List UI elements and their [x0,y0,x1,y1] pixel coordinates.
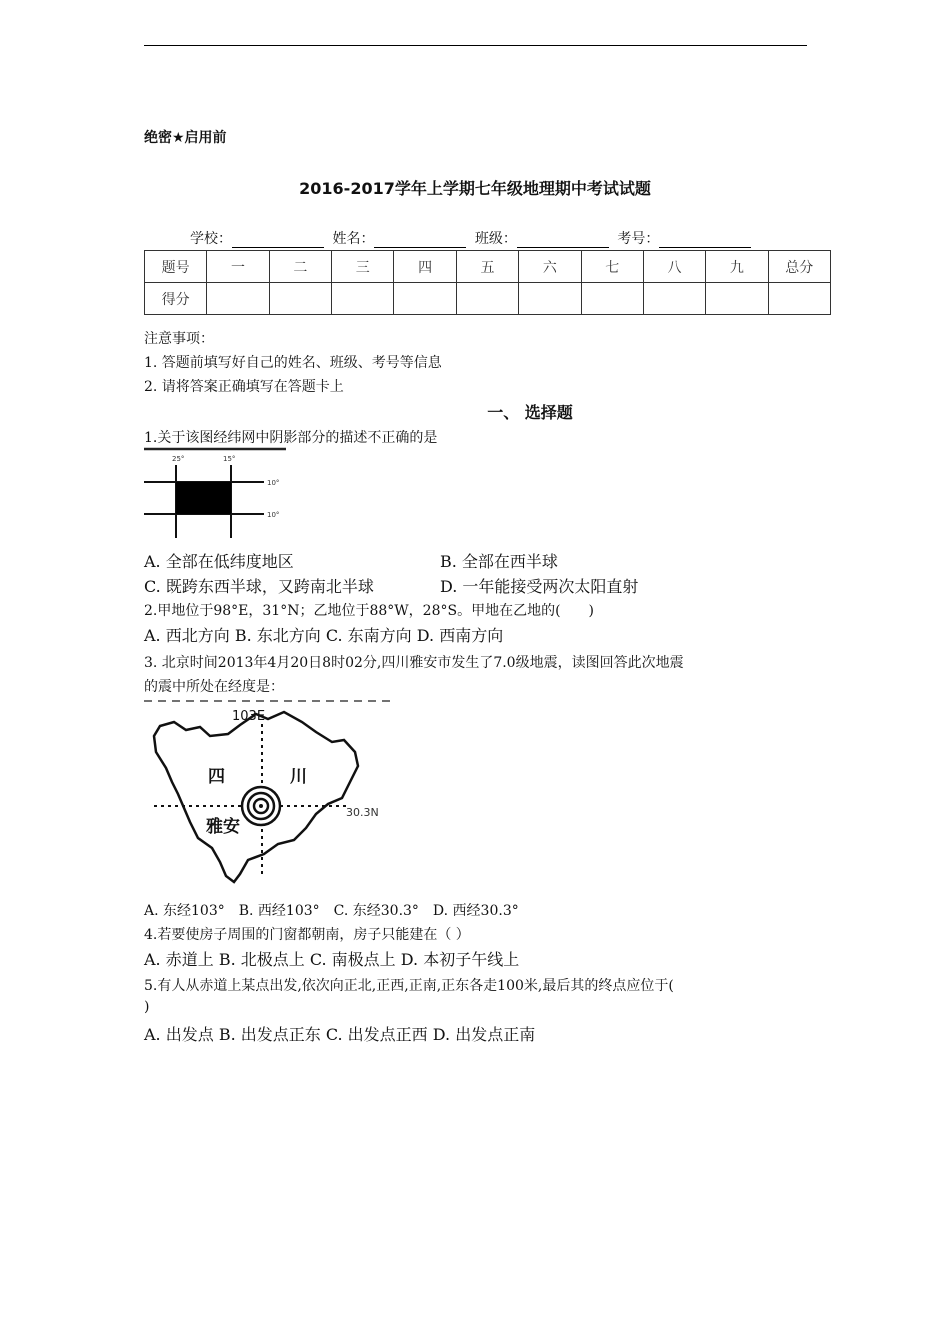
score-table [144,250,831,315]
class-blank[interactable] [517,233,609,248]
header-rule [144,45,807,46]
class-label: 班级： [474,231,517,247]
q3-stem-line1: 3. 北京时间2013年4月20日8时02分,四川雅安市发生了7.0级地震，读图回答此次地震 [144,655,684,671]
score-header-cell: 题号 [145,251,207,283]
q3-stem-line2: 的震中所处在经度是： [144,679,284,695]
q5-options[interactable]: A. 出发点 B. 出发点正东 C. 出发点正西 D. 出发点正南 [144,1025,536,1044]
note-item-2: 2. 请将答案正确填写在答题卡上 [144,379,344,395]
score-table-header-row [145,251,831,283]
q5-stem-line2: ) [144,999,150,1015]
score-header-cell: 四 [394,251,456,283]
score-header-cell: 六 [519,251,581,283]
fig-label-15: 15° [223,455,236,463]
map-label-chuan: 川 [290,767,307,787]
score-header-cell: 三 [332,251,394,283]
q3-options[interactable]: A. 东经103° B. 西经103° C. 东经30.3° D. 西经30.3° [144,903,519,919]
q1-option-a[interactable]: A. 全部在低纬度地区 [144,552,294,571]
note-item-1: 1. 答题前填写好自己的姓名、班级、考号等信息 [144,355,442,371]
q2-stem: 2.甲地位于98°E，31°N；乙地位于88°W，28°S。甲地在乙地的( ) [144,603,594,619]
score-row-label: 得分 [145,283,207,315]
exam-title: 2016-2017学年上学期七年级地理期中考试试题 [299,179,651,198]
score-header-cell: 七 [581,251,643,283]
score-cell[interactable] [768,283,830,315]
score-cell[interactable] [519,283,581,315]
score-cell[interactable] [332,283,394,315]
map-label-yaan: 雅安 [206,817,240,837]
fig-label-10-b: 10° [267,511,280,519]
score-cell[interactable] [581,283,643,315]
q2-options[interactable]: A. 西北方向 B. 东北方向 C. 东南方向 D. 西南方向 [144,626,504,645]
score-cell[interactable] [456,283,518,315]
score-cell[interactable] [207,283,269,315]
q1-option-b[interactable]: B. 全部在西半球 [440,552,558,571]
school-label: 学校： [190,231,232,247]
fig-label-10-a: 10° [267,479,280,487]
score-header-cell: 五 [456,251,518,283]
exam-no-label: 考号： [617,231,660,247]
score-header-cell: 一 [207,251,269,283]
score-cell[interactable] [643,283,705,315]
notes-heading: 注意事项： [144,331,214,347]
fig-label-25: 25° [172,455,185,463]
score-header-cell: 八 [643,251,705,283]
q4-stem: 4.若要使房子周围的门窗都朝南，房子只能建在（ ） [144,927,470,943]
q5-stem-line1: 5.有人从赤道上某点出发,依次向正北,正西,正南,正东各走100米,最后其的终点应位于( [144,978,674,994]
score-cell[interactable] [706,283,768,315]
section-title: 一、 选择题 [487,403,573,422]
score-header-cell: 二 [269,251,331,283]
fig-label-103e: 103E [232,709,266,724]
q1-graticule-figure [144,446,290,542]
score-header-cell: 总分 [768,251,830,283]
shaded-area [176,482,231,514]
score-cell[interactable] [394,283,456,315]
q1-option-c[interactable]: C. 既跨东西半球，又跨南北半球 [144,577,374,596]
secret-label: 绝密★启用前 [144,130,227,146]
q1-option-d[interactable]: D. 一年能接受两次太阳直射 [440,577,639,596]
fig-label-30-3n: 30.3N [346,806,379,819]
name-label: 姓名： [332,231,375,247]
map-label-si: 四 [208,767,225,787]
score-header-cell: 九 [706,251,768,283]
student-info-line [190,228,755,248]
q1-stem: 1.关于该图经纬网中阴影部分的描述不正确的是 [144,430,438,446]
name-blank[interactable] [374,233,466,248]
epicenter-icon [242,787,280,825]
q3-sichuan-map-figure [144,700,394,885]
q4-options[interactable]: A. 赤道上 B. 北极点上 C. 南极点上 D. 本初子午线上 [144,950,520,969]
score-cell[interactable] [269,283,331,315]
school-blank[interactable] [232,233,324,248]
exam-no-blank[interactable] [659,233,751,248]
score-table-score-row [145,283,831,315]
